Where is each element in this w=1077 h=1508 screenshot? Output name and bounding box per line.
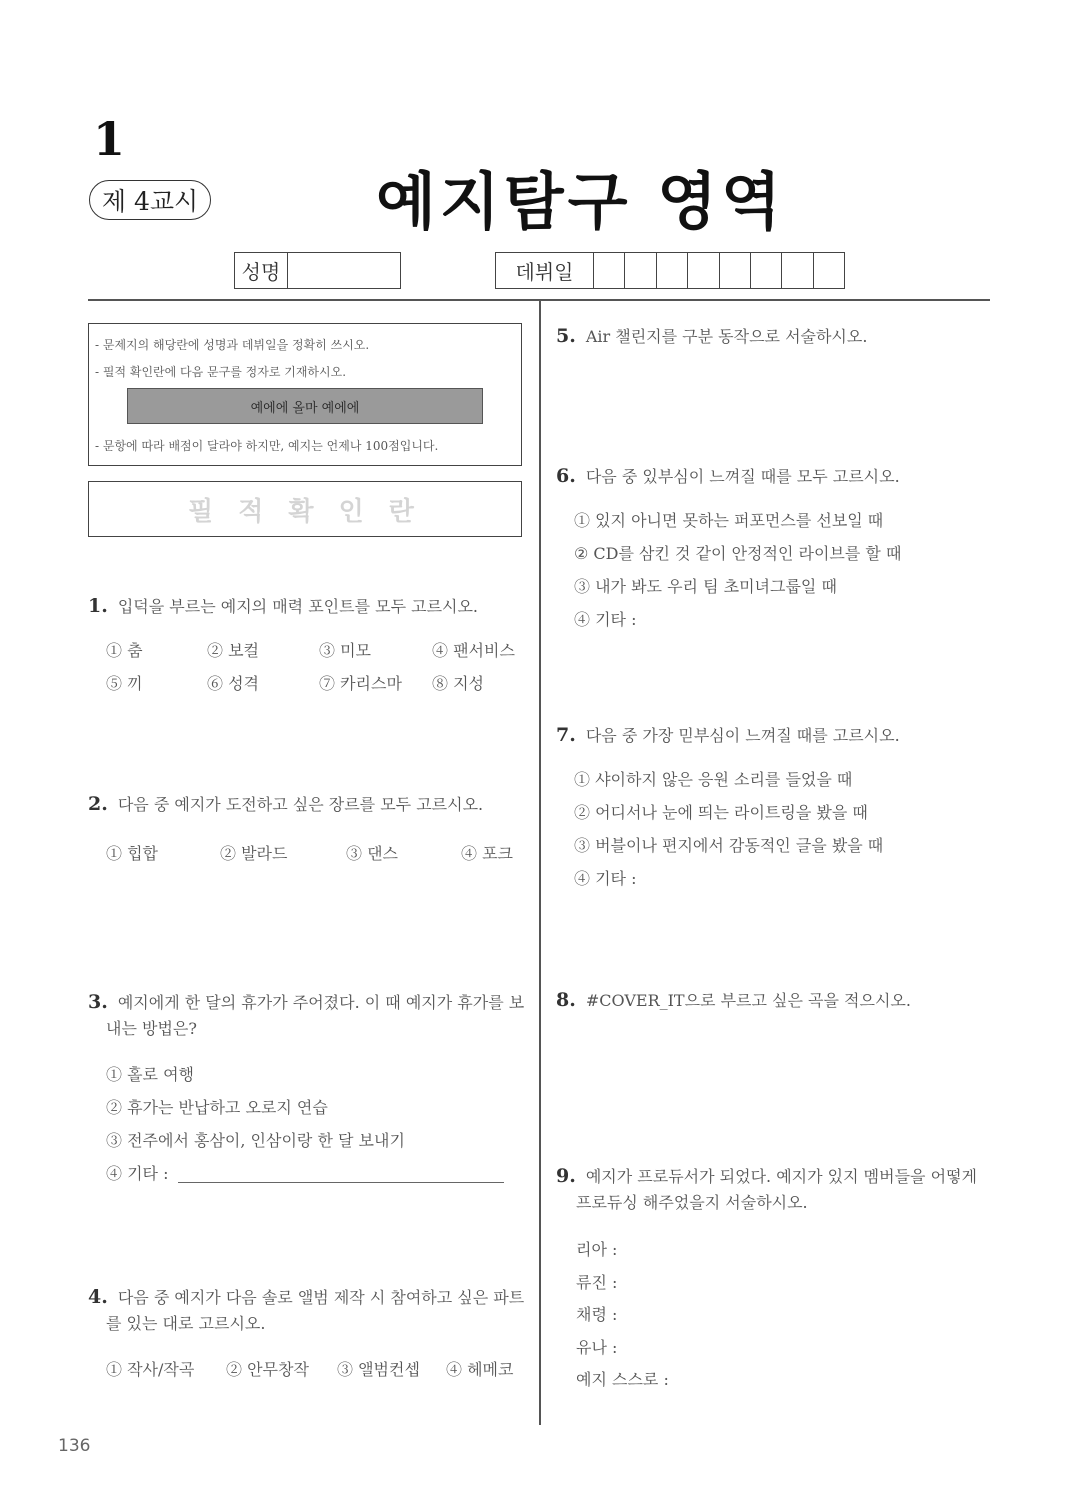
question-text-cont: 를 있는 대로 고르시오. (106, 1314, 266, 1333)
option[interactable]: ③ 버블이나 편지에서 감동적인 글을 봤을 때 (574, 836, 884, 855)
answer-label[interactable]: 류진 : (576, 1273, 618, 1292)
option[interactable]: ② 어디서나 눈에 띄는 라이트링을 봤을 때 (574, 803, 868, 822)
answer-label[interactable]: 유나 : (576, 1338, 618, 1357)
question-2 (88, 792, 483, 815)
option[interactable]: ⑤ 끼 (106, 674, 143, 693)
question-text: 다음 중 예지가 도전하고 싶은 장르를 모두 고르시오. (117, 795, 484, 814)
debut-digit-cell[interactable] (594, 253, 625, 288)
question-text-cont: 프로듀싱 해주었을지 서술하시오. (576, 1193, 808, 1212)
answer-label[interactable]: 채령 : (576, 1305, 618, 1324)
footer-page-number: 136 (58, 1436, 91, 1456)
name-field[interactable] (288, 253, 400, 288)
question-text: Air 챌린지를 구분 동작으로 서술하시오. (585, 327, 868, 346)
option[interactable]: ③ 내가 봐도 우리 팀 초미녀그룹일 때 (574, 577, 837, 596)
debut-digit-cell[interactable] (657, 253, 688, 288)
option[interactable]: ③ 전주에서 홍삼이, 인삼이랑 한 달 보내기 (106, 1131, 405, 1150)
question-number: 7. (556, 724, 576, 746)
option[interactable]: ② 안무창작 (226, 1360, 309, 1379)
option[interactable]: ④ 헤메코 (446, 1360, 514, 1379)
debut-digit-cell[interactable] (782, 253, 813, 288)
option[interactable]: ⑥ 성격 (207, 674, 259, 693)
question-number: 9. (556, 1165, 576, 1187)
answer-blank-line[interactable] (178, 1182, 504, 1183)
question-9 (556, 1164, 977, 1187)
option[interactable]: ① 홀로 여행 (106, 1065, 194, 1084)
answer-label[interactable]: 예지 스스로 : (576, 1370, 669, 1389)
option[interactable]: ③ 미모 (319, 641, 371, 660)
question-5 (556, 324, 867, 347)
debut-digit-cell[interactable] (688, 253, 719, 288)
option[interactable]: ① 있지 아니면 못하는 퍼포먼스를 선보일 때 (574, 511, 884, 530)
handwriting-phrase: 예에에 올마 예에에 (127, 388, 483, 424)
option[interactable]: ④ 기타 : (574, 610, 637, 629)
debut-date-box (495, 252, 845, 289)
question-text: 다음 중 예지가 다음 솔로 앨범 제작 시 참여하고 싶은 파트 (117, 1288, 525, 1307)
option[interactable]: ③ 댄스 (346, 844, 398, 863)
question-number: 2. (88, 793, 108, 815)
name-label: 성명 (235, 253, 288, 288)
subject-title: 예지탐구 영역 (376, 165, 785, 238)
option[interactable]: ④ 기타 : (106, 1164, 169, 1183)
column-divider (539, 300, 541, 1425)
handwriting-check-box[interactable]: 필 적 확 인 란 (88, 481, 522, 537)
question-text: 다음 중 있부심이 느껴질 때를 모두 고르시오. (585, 467, 900, 486)
option[interactable]: ① 작사/작곡 (106, 1360, 195, 1379)
question-text: 예지가 프로듀서가 되었다. 예지가 있지 멤버들을 어떻게 (585, 1167, 977, 1186)
question-3 (88, 990, 524, 1013)
debut-digit-cell[interactable] (751, 253, 782, 288)
question-text: 입덕을 부르는 예지의 매력 포인트를 모두 고르시오. (117, 597, 479, 616)
option[interactable]: ③ 앨범컨셉 (337, 1360, 420, 1379)
answer-label[interactable]: 리아 : (576, 1240, 618, 1259)
question-text: 예지에게 한 달의 휴가가 주어졌다. 이 때 예지가 휴가를 보 (117, 993, 525, 1012)
question-1 (88, 594, 478, 617)
option[interactable]: ② 보컬 (207, 641, 259, 660)
page-number: 1 (93, 112, 126, 166)
period-badge: 제 4교시 (89, 180, 211, 220)
name-box (234, 252, 401, 289)
debut-digit-cell[interactable] (625, 253, 656, 288)
question-number: 5. (556, 325, 576, 347)
question-number: 3. (88, 991, 108, 1013)
question-6 (556, 464, 900, 487)
debut-digit-cell[interactable] (814, 253, 844, 288)
question-text: 다음 중 가장 믿부심이 느껴질 때를 고르시오. (585, 726, 900, 745)
debut-label: 데뷔일 (496, 253, 594, 288)
instruction-line: - 문항에 따라 배점이 달라야 하지만, 예지는 언제나 100점입니다. (95, 439, 439, 453)
option[interactable]: ① 춤 (106, 641, 143, 660)
option[interactable]: ② 휴가는 반납하고 오로지 연습 (106, 1098, 328, 1117)
debut-digit-cell[interactable] (720, 253, 751, 288)
question-number: 6. (556, 465, 576, 487)
instruction-line: - 문제지의 해당란에 성명과 데뷔일을 정확히 쓰시오. (95, 338, 370, 352)
option[interactable]: ⑦ 카리스마 (319, 674, 402, 693)
question-text: #COVER_IT으로 부르고 싶은 곡을 적으시오. (585, 991, 911, 1010)
option[interactable]: ② 발라드 (220, 844, 288, 863)
option[interactable]: ① 힙합 (106, 844, 158, 863)
option[interactable]: ④ 포크 (461, 844, 513, 863)
question-8 (556, 988, 911, 1011)
option[interactable]: ⑧ 지성 (432, 674, 484, 693)
option[interactable]: ④ 기타 : (574, 869, 637, 888)
question-number: 4. (88, 1286, 108, 1308)
question-4 (88, 1285, 524, 1308)
question-number: 1. (88, 595, 108, 617)
option[interactable]: ② CD를 삼킨 것 같이 안정적인 라이브를 할 때 (574, 544, 902, 563)
question-7 (556, 723, 900, 746)
option[interactable]: ④ 팬서비스 (432, 641, 515, 660)
instructions-box (88, 323, 522, 466)
question-text-cont: 내는 방법은? (106, 1019, 197, 1038)
instruction-line: - 필적 확인란에 다음 문구를 정자로 기재하시오. (95, 365, 347, 379)
question-number: 8. (556, 989, 576, 1011)
option[interactable]: ① 샤이하지 않은 응원 소리를 들었을 때 (574, 770, 853, 789)
